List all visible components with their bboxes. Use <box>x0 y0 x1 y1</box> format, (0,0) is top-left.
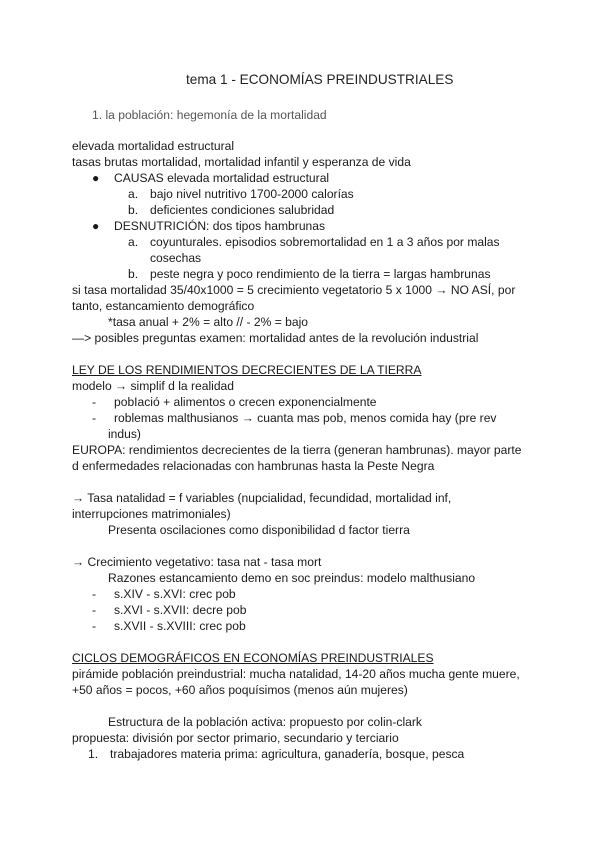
dash-marker: - <box>92 395 97 409</box>
sub-item: a. coyunturales. episodios sobremortalidad en 1 a 3 años por malas <box>128 235 500 249</box>
text-line: tanto, estancamiento demográfico <box>72 299 255 313</box>
dash-item: - roblemas malthusianos → cuanta mas pob, menos comida hay (pre rev <box>92 411 497 425</box>
list-marker: a. <box>128 187 139 201</box>
text-line: → Crecimiento vegetativo: tasa nat - tasa mort <box>72 555 322 569</box>
dash-item: - s.XIV - s.XVI: crec pob <box>92 587 236 601</box>
sub-item: b. peste negra y poco rendimiento de la tierra = largas hambrunas <box>128 267 491 281</box>
section-heading-ley: LEY DE LOS RENDIMIENTOS DECRECIENTES DE LA TIERRA <box>72 363 422 377</box>
text-line: cosechas <box>150 251 202 265</box>
list-marker: b. <box>128 203 139 217</box>
text-line: Estructura de la población activa: propuesto por colin-clark <box>108 715 422 729</box>
text-line: tasas brutas mortalidad, mortalidad infantil y esperanza de vida <box>72 155 411 169</box>
text-line: Razones estancamiento demo en soc preindus: modelo malthusiano <box>108 571 476 585</box>
list-marker: a. <box>128 235 139 249</box>
bullet-item: ● DESNUTRICIÓN: dos tipos hambrunas <box>92 219 326 233</box>
section-heading-ciclos: CICLOS DEMOGRÁFICOS EN ECONOMÍAS PREINDUSTRIALES <box>72 651 434 665</box>
dash-marker: - <box>92 411 97 425</box>
text-line: —> posibles preguntas examen: mortalidad antes de la revolución industrial <box>72 331 479 345</box>
numbered-item: 1. trabajadores materia prima: agricultura, ganadería, bosque, pesca <box>88 747 465 761</box>
text-line: +50 años = pocos, +60 años poquísimos (menos aún mujeres) <box>72 683 408 697</box>
dash-marker: - <box>92 619 97 633</box>
sub-item: b. deficientes condiciones salubridad <box>128 203 335 217</box>
text-line: *tasa anual + 2% = alto // - 2% = bajo <box>108 315 309 329</box>
dash-item: - pobIació + alimentos o crecen exponencialmente <box>92 395 377 409</box>
text-line: → Tasa natalidad = f variables (nupcialidad, fecundidad, mortalidad inf, <box>72 491 452 505</box>
text-line: d enfermedades relacionadas con hambrunas hasta la Peste Negra <box>72 459 435 473</box>
dash-marker: - <box>92 603 97 617</box>
bullet-item: ● CAUSAS elevada mortalidad estructural <box>92 171 330 185</box>
text-line: si tasa mortalidad 35/40x1000 = 5 crecimiento vegetatorio 5 x 1000 → NO ASÍ, por <box>72 283 516 297</box>
dash-item: - s.XVII - s.XVIII: crec pob <box>92 619 246 633</box>
text-line: pirámide población preindustrial: mucha natalidad, 14-20 años mucha gente muere, <box>72 667 520 681</box>
page-title: tema 1 - ECONOMÍAS PREINDUSTRIALES <box>186 72 454 87</box>
text-line: Presenta oscilaciones como disponibilidad d factor tierra <box>108 523 410 537</box>
list-marker: b. <box>128 267 139 281</box>
bullet-dot: ● <box>92 171 100 185</box>
text-line: EUROPA: rendimientos decrecientes de la tierra (generan hambrunas). mayor parte <box>72 443 522 457</box>
dash-item: - s.XVI - s.XVII: decre pob <box>92 603 247 617</box>
bullet-dot: ● <box>92 219 100 233</box>
text-line: elevada mortalidad estructural <box>72 139 235 153</box>
text-line: propuesta: división por sector primario, secundario y terciario <box>72 731 399 745</box>
sub-item: a. bajo nivel nutritivo 1700-2000 calorías <box>128 187 354 201</box>
text-line: indus) <box>108 427 141 441</box>
text-line: interrupciones matrimoniales) <box>72 507 231 521</box>
list-marker: 1. <box>88 747 99 761</box>
section-1-heading: 1. la población: hegemonía de la mortalidad <box>92 108 327 122</box>
text-line: modelo → simplif d la realidad <box>72 379 234 393</box>
dash-marker: - <box>92 587 97 601</box>
